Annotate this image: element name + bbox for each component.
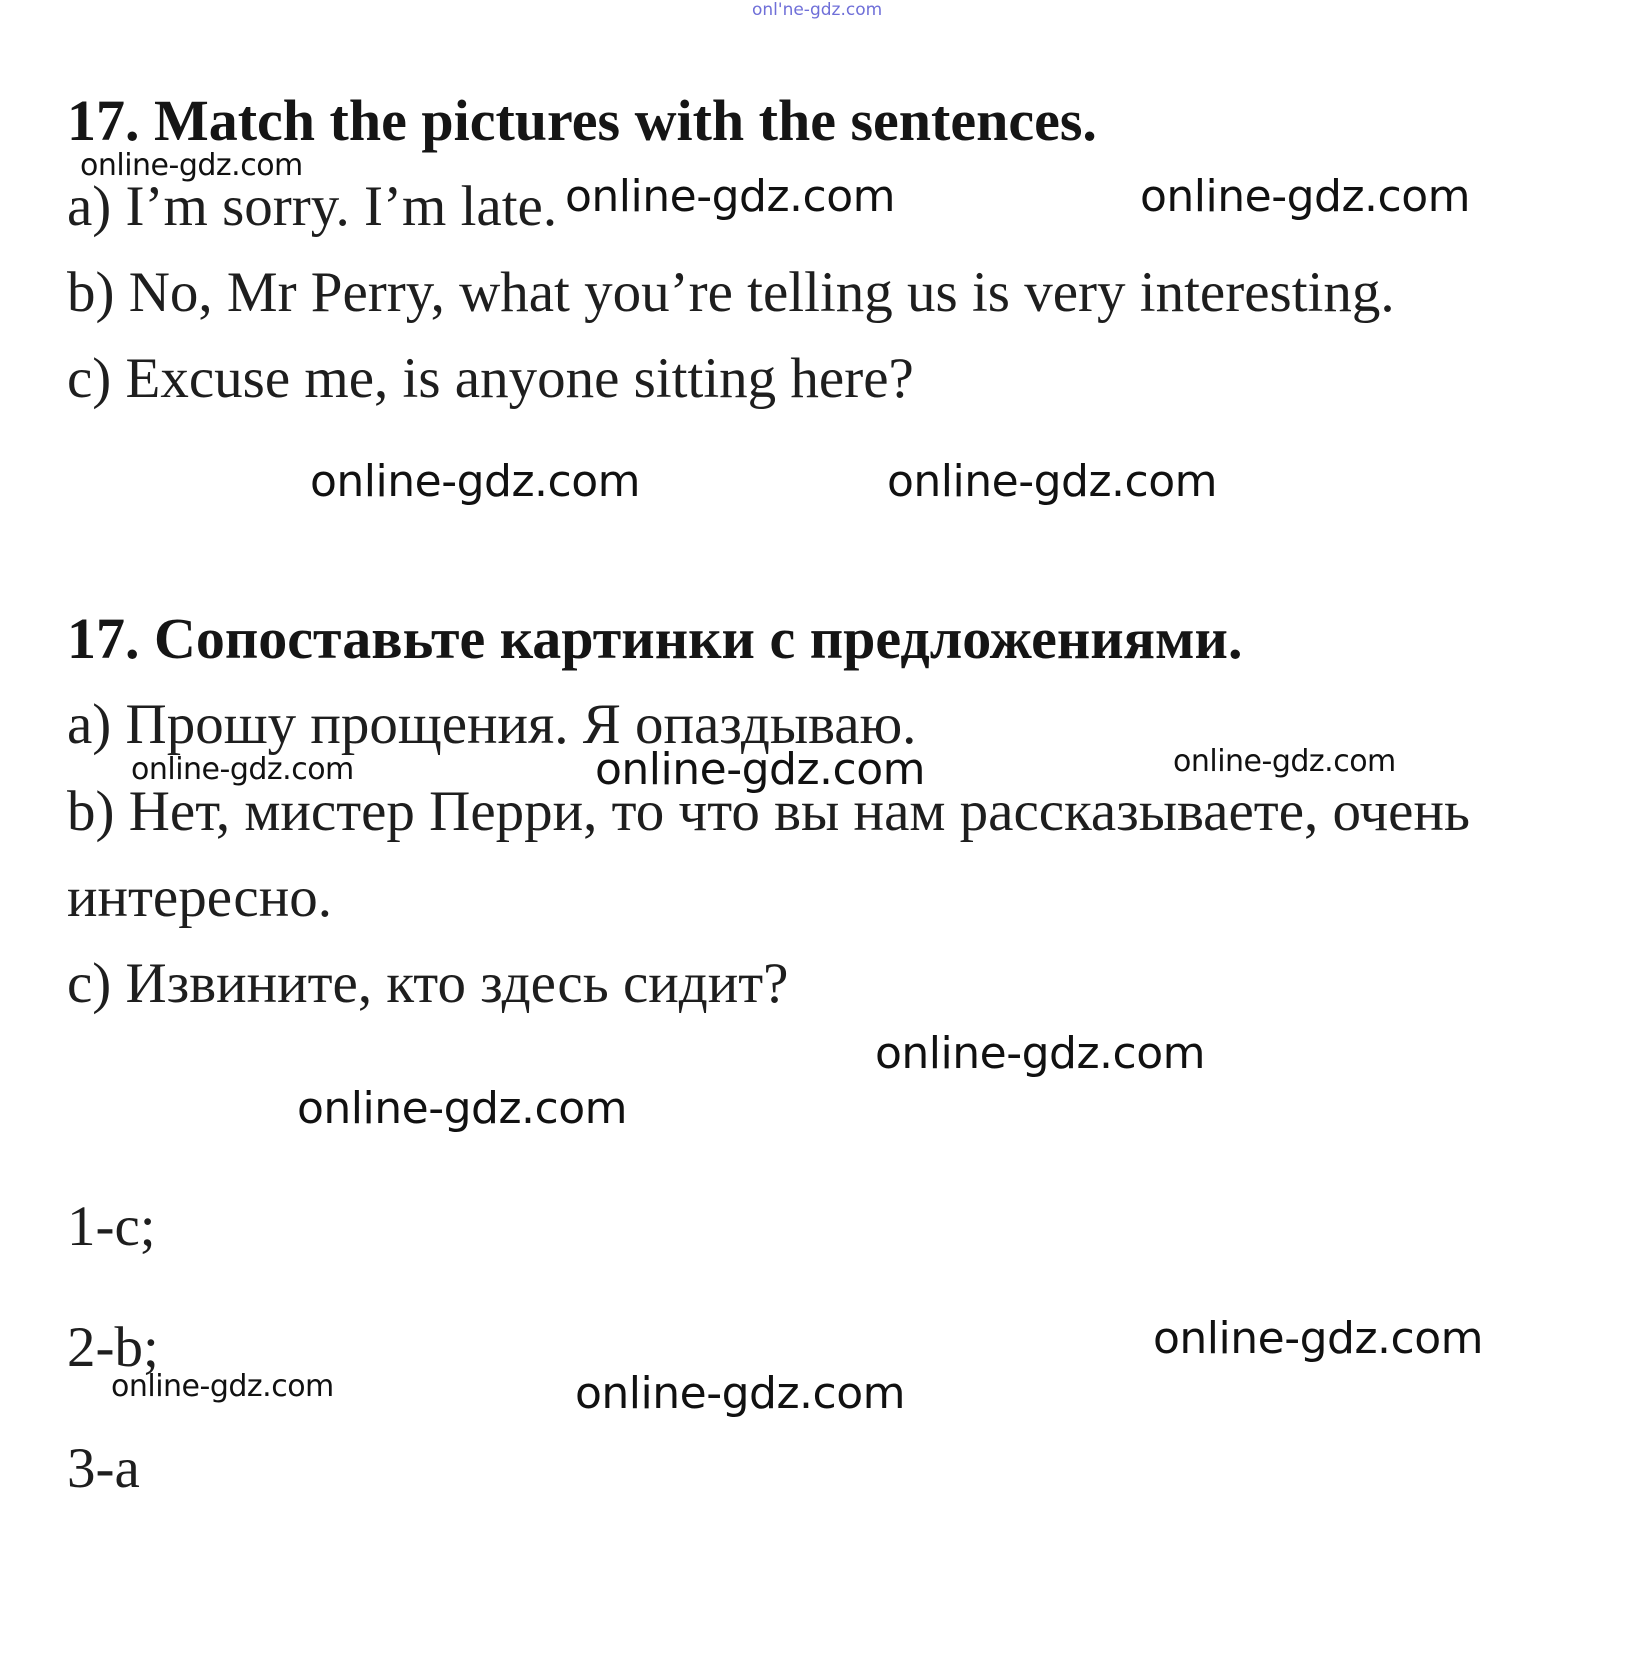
task-en-item-c: c) Excuse me, is anyone sitting here?	[67, 347, 914, 410]
task-en-item-b: b) No, Mr Perry, what you’re telling us is very interesting.	[67, 261, 1395, 324]
watermark: online-gdz.com	[310, 456, 641, 507]
answer-2: 2-b;	[67, 1316, 159, 1379]
watermark: online-gdz.com	[887, 456, 1218, 507]
answer-3: 3-a	[67, 1437, 140, 1500]
task-ru-item-a: a) Прошу прощения. Я опаздываю.	[67, 693, 917, 756]
watermark: online-gdz.com	[111, 1369, 334, 1404]
task-ru-heading: 17. Сопоставьте картинки с предложениями.	[67, 606, 1243, 671]
task-ru-item-c: c) Извините, кто здесь сидит?	[67, 952, 789, 1015]
task-en-heading: 17. Match the pictures with the sentences.	[67, 88, 1097, 153]
watermark: online-gdz.com	[297, 1083, 628, 1134]
watermark: online-gdz.com	[575, 1368, 906, 1419]
watermark: online-gdz.com	[1173, 744, 1396, 779]
watermark: online-gdz.com	[595, 744, 926, 795]
watermark: online-gdz.com	[1140, 171, 1471, 222]
watermark-top: onl'ne-gdz.com	[752, 0, 883, 20]
watermark: online-gdz.com	[80, 148, 303, 183]
task-en-item-a: a) I’m sorry. I’m late.	[67, 175, 558, 238]
answer-1: 1-c;	[67, 1195, 156, 1258]
watermark: online-gdz.com	[1153, 1313, 1484, 1364]
watermark: online-gdz.com	[131, 752, 354, 787]
watermark: online-gdz.com	[875, 1028, 1206, 1079]
task-ru-item-b-cont: интересно.	[67, 866, 332, 929]
task-ru-item-b: b) Нет, мистер Перри, то что вы нам рассказываете, очень	[67, 780, 1470, 843]
watermark: online-gdz.com	[565, 171, 896, 222]
